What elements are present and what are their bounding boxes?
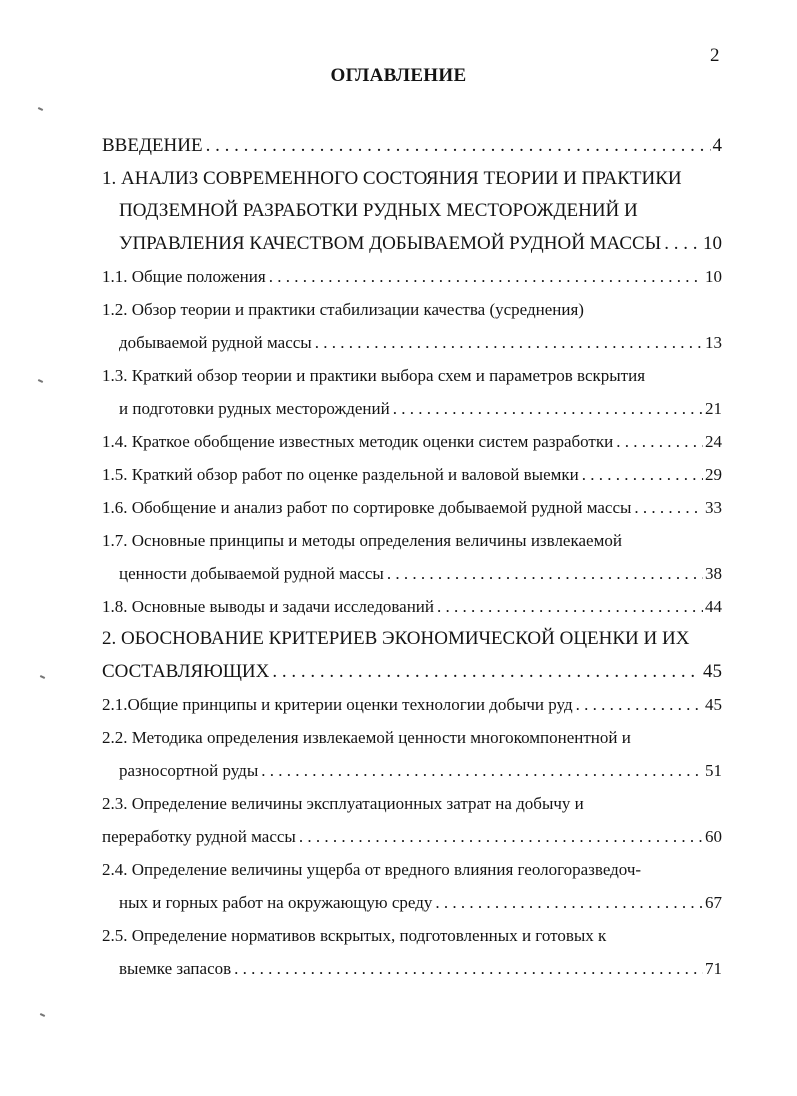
toc-entry-text: и подготовки рудных месторождений	[119, 399, 390, 418]
toc-page-number: 38	[705, 564, 722, 583]
toc-entry-text: добываемой рудной массы	[119, 333, 312, 352]
dot-leader	[231, 952, 703, 985]
toc-entry-2-5-line1[interactable]	[102, 919, 722, 952]
toc-entry-1-3-line2[interactable]	[102, 392, 722, 425]
toc-entry-text: 1. АНАЛИЗ СОВРЕМЕННОГО СОСТОЯНИЯ ТЕОРИИ И ПРАКТИКИ	[102, 167, 682, 189]
dot-leader	[613, 425, 703, 458]
dot-leader	[203, 130, 711, 163]
toc-entry-1-5[interactable]	[102, 458, 722, 491]
toc-entry-1-1[interactable]	[102, 260, 722, 293]
toc-entry-2-5-line2[interactable]	[102, 952, 722, 985]
toc-page-number: 44	[705, 597, 722, 616]
dot-leader	[312, 326, 703, 359]
toc-entry-ch2-line1[interactable]	[102, 623, 722, 656]
toc-page-number: 60	[705, 827, 722, 846]
toc-entry-text: 1.8. Основные выводы и задачи исследований	[102, 597, 435, 616]
dot-leader	[579, 458, 703, 491]
toc-entry-ch1-line3[interactable]	[102, 228, 722, 261]
toc-entry-text: 1.6. Обобщение и анализ работ по сортировке добываемой рудной массы	[102, 498, 632, 517]
toc-entry-text: УПРАВЛЕНИЯ КАЧЕСТВОМ ДОБЫВАЕМОЙ РУДНОЙ МАССЫ	[119, 232, 662, 254]
toc-entry-2-2-line2[interactable]	[102, 754, 722, 787]
dot-leader	[296, 820, 703, 853]
toc-entry-text: СОСТАВЛЯЮЩИХ	[102, 660, 270, 682]
toc-entry-text: 2.4. Определение величины ущерба от вредного влияния геологоразведоч-	[102, 860, 642, 879]
scan-mark	[40, 675, 45, 679]
toc-entry-text: 1.1. Общие положения	[102, 267, 266, 286]
toc-page-number: 10	[705, 267, 722, 286]
toc-page-number: 24	[705, 432, 722, 451]
toc-entry-text: 2.5. Определение нормативов вскрытых, подготовленных и готовых к	[102, 926, 607, 945]
toc-entry-text: 1.7. Основные принципы и методы определения величины извлекаемой	[102, 531, 622, 550]
toc-entry-text: 2.1.Общие принципы и критерии оценки технологии добычи руд	[102, 695, 573, 714]
toc-page-number: 4	[712, 135, 722, 156]
toc-entry-text: 2.2. Методика определения извлекаемой ценности многокомпонентной и	[102, 728, 631, 747]
toc-entry-intro[interactable]	[102, 130, 722, 163]
toc-entry-2-2-line1[interactable]	[102, 721, 722, 754]
page-number: 2	[710, 45, 720, 66]
toc-entry-ch1-line2[interactable]	[102, 195, 722, 228]
toc-entry-text: 1.3. Краткий обзор теории и практики выбора схем и параметров вскрытия	[102, 366, 646, 385]
toc-page-number: 10	[703, 232, 722, 254]
dot-leader	[432, 886, 703, 919]
toc-page-number: 21	[705, 399, 722, 418]
toc-entry-1-2-line1[interactable]	[102, 293, 722, 326]
scan-mark	[40, 1013, 45, 1017]
toc-entry-text: переработку рудной массы	[102, 827, 296, 846]
toc-entry-1-8[interactable]	[102, 590, 722, 623]
toc-entry-1-2-line2[interactable]	[102, 326, 722, 359]
toc-entry-text: ВВЕДЕНИЕ	[102, 135, 203, 156]
toc-entry-1-7-line2[interactable]	[102, 557, 722, 590]
toc-entry-2-4-line2[interactable]	[102, 886, 722, 919]
toc-entry-text: 1.2. Обзор теории и практики стабилизации качества (усреднения)	[102, 300, 584, 319]
toc-entry-2-3-line2[interactable]	[102, 820, 722, 853]
toc-page-number: 45	[703, 660, 722, 682]
toc-page-number: 45	[705, 695, 722, 714]
scan-mark	[38, 107, 43, 111]
toc-entry-text: 1.5. Краткий обзор работ по оценке раздельной и валовой выемки	[102, 465, 579, 484]
dot-leader	[661, 228, 701, 261]
toc-page-number: 51	[705, 761, 722, 780]
toc-entry-2-1[interactable]	[102, 688, 722, 721]
toc-entry-text: 2.3. Определение величины эксплуатационных затрат на добычу и	[102, 794, 584, 813]
toc-page-number: 29	[705, 465, 722, 484]
dot-leader	[384, 557, 703, 590]
toc-entry-2-4-line1[interactable]	[102, 853, 722, 886]
toc-entry-1-3-line1[interactable]	[102, 359, 722, 392]
dot-leader	[573, 688, 703, 721]
toc-entry-text: разносортной руды	[119, 761, 259, 780]
table-of-contents	[102, 130, 722, 985]
toc-entry-text: 1.4. Краткое обобщение известных методик оценки систем разработки	[102, 432, 614, 451]
toc-entry-ch1-line1[interactable]	[102, 163, 722, 196]
scan-mark	[38, 379, 43, 383]
page-title: ОГЛАВЛЕНИЕ	[330, 65, 467, 86]
toc-page-number: 67	[705, 893, 722, 912]
dot-leader	[258, 754, 703, 787]
toc-entry-ch2-line2[interactable]	[102, 656, 722, 689]
toc-entry-text: ных и горных работ на окружающую среду	[119, 893, 433, 912]
toc-page-number: 71	[705, 959, 722, 978]
dot-leader	[266, 260, 703, 293]
toc-entry-1-7-line1[interactable]	[102, 524, 722, 557]
dot-leader	[434, 590, 703, 623]
toc-page-number: 13	[705, 333, 722, 352]
toc-entry-1-4[interactable]	[102, 425, 722, 458]
dot-leader	[631, 491, 703, 524]
toc-entry-text: ПОДЗЕМНОЙ РАЗРАБОТКИ РУДНЫХ МЕСТОРОЖДЕНИЙ И	[119, 200, 638, 221]
toc-entry-text: выемке запасов	[119, 959, 232, 978]
toc-entry-text: 2. ОБОСНОВАНИЕ КРИТЕРИЕВ ЭКОНОМИЧЕСКОЙ ОЦЕНКИ И ИХ	[102, 628, 690, 649]
dot-leader	[390, 392, 703, 425]
dot-leader	[269, 656, 701, 689]
toc-entry-text: ценности добываемой рудной массы	[119, 564, 384, 583]
toc-entry-1-6[interactable]	[102, 491, 722, 524]
toc-entry-2-3-line1[interactable]	[102, 787, 722, 820]
toc-page-number: 33	[705, 498, 722, 517]
